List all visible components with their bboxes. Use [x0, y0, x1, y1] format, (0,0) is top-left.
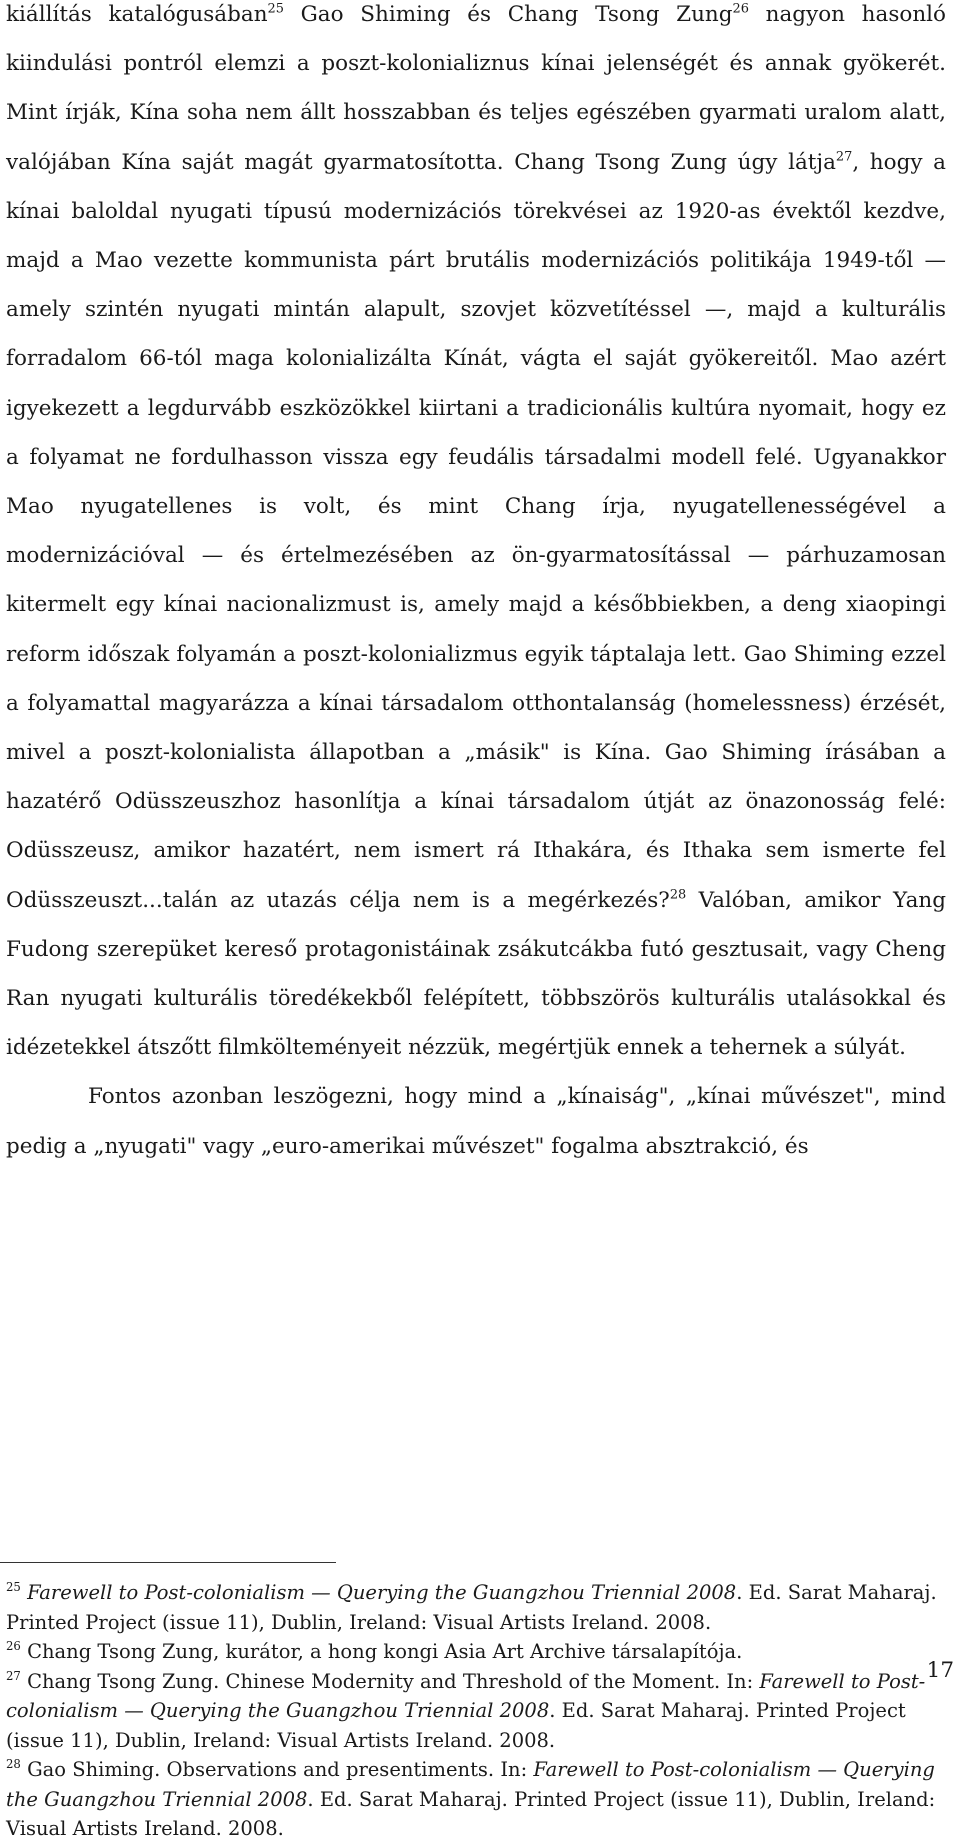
text-run: . Ed. Sarat Maharaj. Printed Project (issue 11), Dublin, Ireland: Visual Artists Ireland. 2008. — [6, 1699, 906, 1752]
italic-title: Farewell to Post-colonialism — Querying the Guangzhou Triennial 2008 — [27, 1581, 737, 1604]
footnote-reference: 27 — [835, 149, 853, 165]
footnote-number: 27 — [6, 1668, 21, 1683]
text-run: Chang Tsong Zung. Chinese Modernity and Threshold of the Moment. In: — [27, 1669, 760, 1693]
footnote — [6, 1578, 946, 1637]
footnote — [6, 1637, 946, 1667]
text-run: Fontos azonban leszögezni, hogy mind a „kínaiság", „kínai művészet", mind pedig a „nyugati" vagy „euro-amerikai művészet" fogalma absztrakció, és — [6, 1084, 946, 1159]
footnote-reference: 26 — [732, 1, 749, 17]
footnote-number: 25 — [6, 1579, 21, 1594]
text-run: Gao Shiming. Observations and presentiments. In: — [27, 1758, 534, 1781]
text-run: . Ed. Sarat Maharaj. Printed Project (issue 11), Dublin, Ireland: Visual Artists Ireland. 2008. — [6, 1581, 937, 1634]
footnote-number: 26 — [6, 1638, 21, 1653]
body-text — [6, 0, 946, 1171]
text-run: nagyon hasonló kiindulási pontról elemzi a poszt-kolonializnus kínai jelenségét és annak gyökerét. Mint írják, Kína soha nem állt hosszabban és teljes egészében gyarmati uralom alatt, valójában Kína saját magát gyarmatosította. Chang Tsong Zung úgy látja — [6, 2, 946, 175]
paragraph — [6, 1072, 946, 1170]
paragraph — [6, 0, 946, 1072]
text-run: Gao Shiming és Chang Tsong Zung — [283, 2, 733, 27]
footnote — [6, 1667, 946, 1756]
text-run: . Ed. Sarat Maharaj. Printed Project (issue 11), Dublin, Ireland: Visual Artists Ireland. 2008. — [6, 1787, 936, 1840]
footnotes — [6, 1578, 946, 1844]
text-run: Chang Tsong Zung, kurátor, a hong kongi Asia Art Archive társalapítója. — [27, 1640, 743, 1663]
italic-title: Farewell to Post-colonialism — Querying the Guangzhou Triennial 2008 — [6, 1758, 935, 1811]
page-number: 17 — [926, 1658, 954, 1683]
text-run: , hogy a kínai baloldal nyugati típusú modernizációs törekvései az 1920-as évektől kezdve, majd a Mao vezette kommunista párt brutális modernizációs politikája 1949-től — amely szintén nyugati mintán alapult, szovjet közvetítéssel —, majd a kulturális forradalom 66-tól maga kolonializálta Kínát, vágta el saját gyökereitől. Mao azért igyekezett a legdurvább eszközökkel kiirtani a tradicionális kultúra nyomait, hogy ez a folyamat ne fordulhasson vissza egy feudális társadalmi modell felé. Ugyanakkor Mao nyugatellenes is volt, és mint Chang írja, nyugatellenességével a modernizációval — és értelmezésében az ön-gyarmatosítással — párhuzamosan kitermelt egy kínai nacionalizmust is, amely majd a későbbiekben, a deng xiaopingi reform időszak folyamán a poszt-kolonializmus egyik táptalaja lett. Gao Shiming ezzel a folyamattal magyarázza a kínai társadalom otthontalanság (homelessness) érzését, mivel a poszt-kolonialista állapotban a „másik" is Kína. Gao Shiming írásában a hazatérő Odüsszeuszhoz hasonlítja a kínai társadalom útját az önazonosság felé: Odüsszeusz, amikor hazatért, nem ismert rá Ithakára, és Ithaka sem ismerte fel Odüsszeuszt...talán az utazás célja nem is a megérkezés? — [6, 149, 946, 913]
italic-title: Farewell to Post-colonialism — Querying the Guangzhou Triennial 2008 — [6, 1669, 926, 1722]
footnote-separator — [0, 1562, 336, 1563]
text-run: Valóban, amikor Yang Fudong szerepüket kereső protagonistáinak zsákutcákba futó gesztusait, vagy Cheng Ran nyugati kulturális töredékekből felépített, többszörös kulturális utalásokkal és idézetekkel átszőtt filmkölteményeit nézzük, megértjük ennek a tehernek a súlyát. — [6, 887, 946, 1061]
footnote — [6, 1755, 946, 1844]
footnote-reference: 25 — [267, 1, 284, 17]
text-run: kiállítás katalógusában — [6, 2, 268, 27]
footnote-reference: 28 — [669, 887, 687, 903]
footnote-number: 28 — [6, 1756, 21, 1771]
